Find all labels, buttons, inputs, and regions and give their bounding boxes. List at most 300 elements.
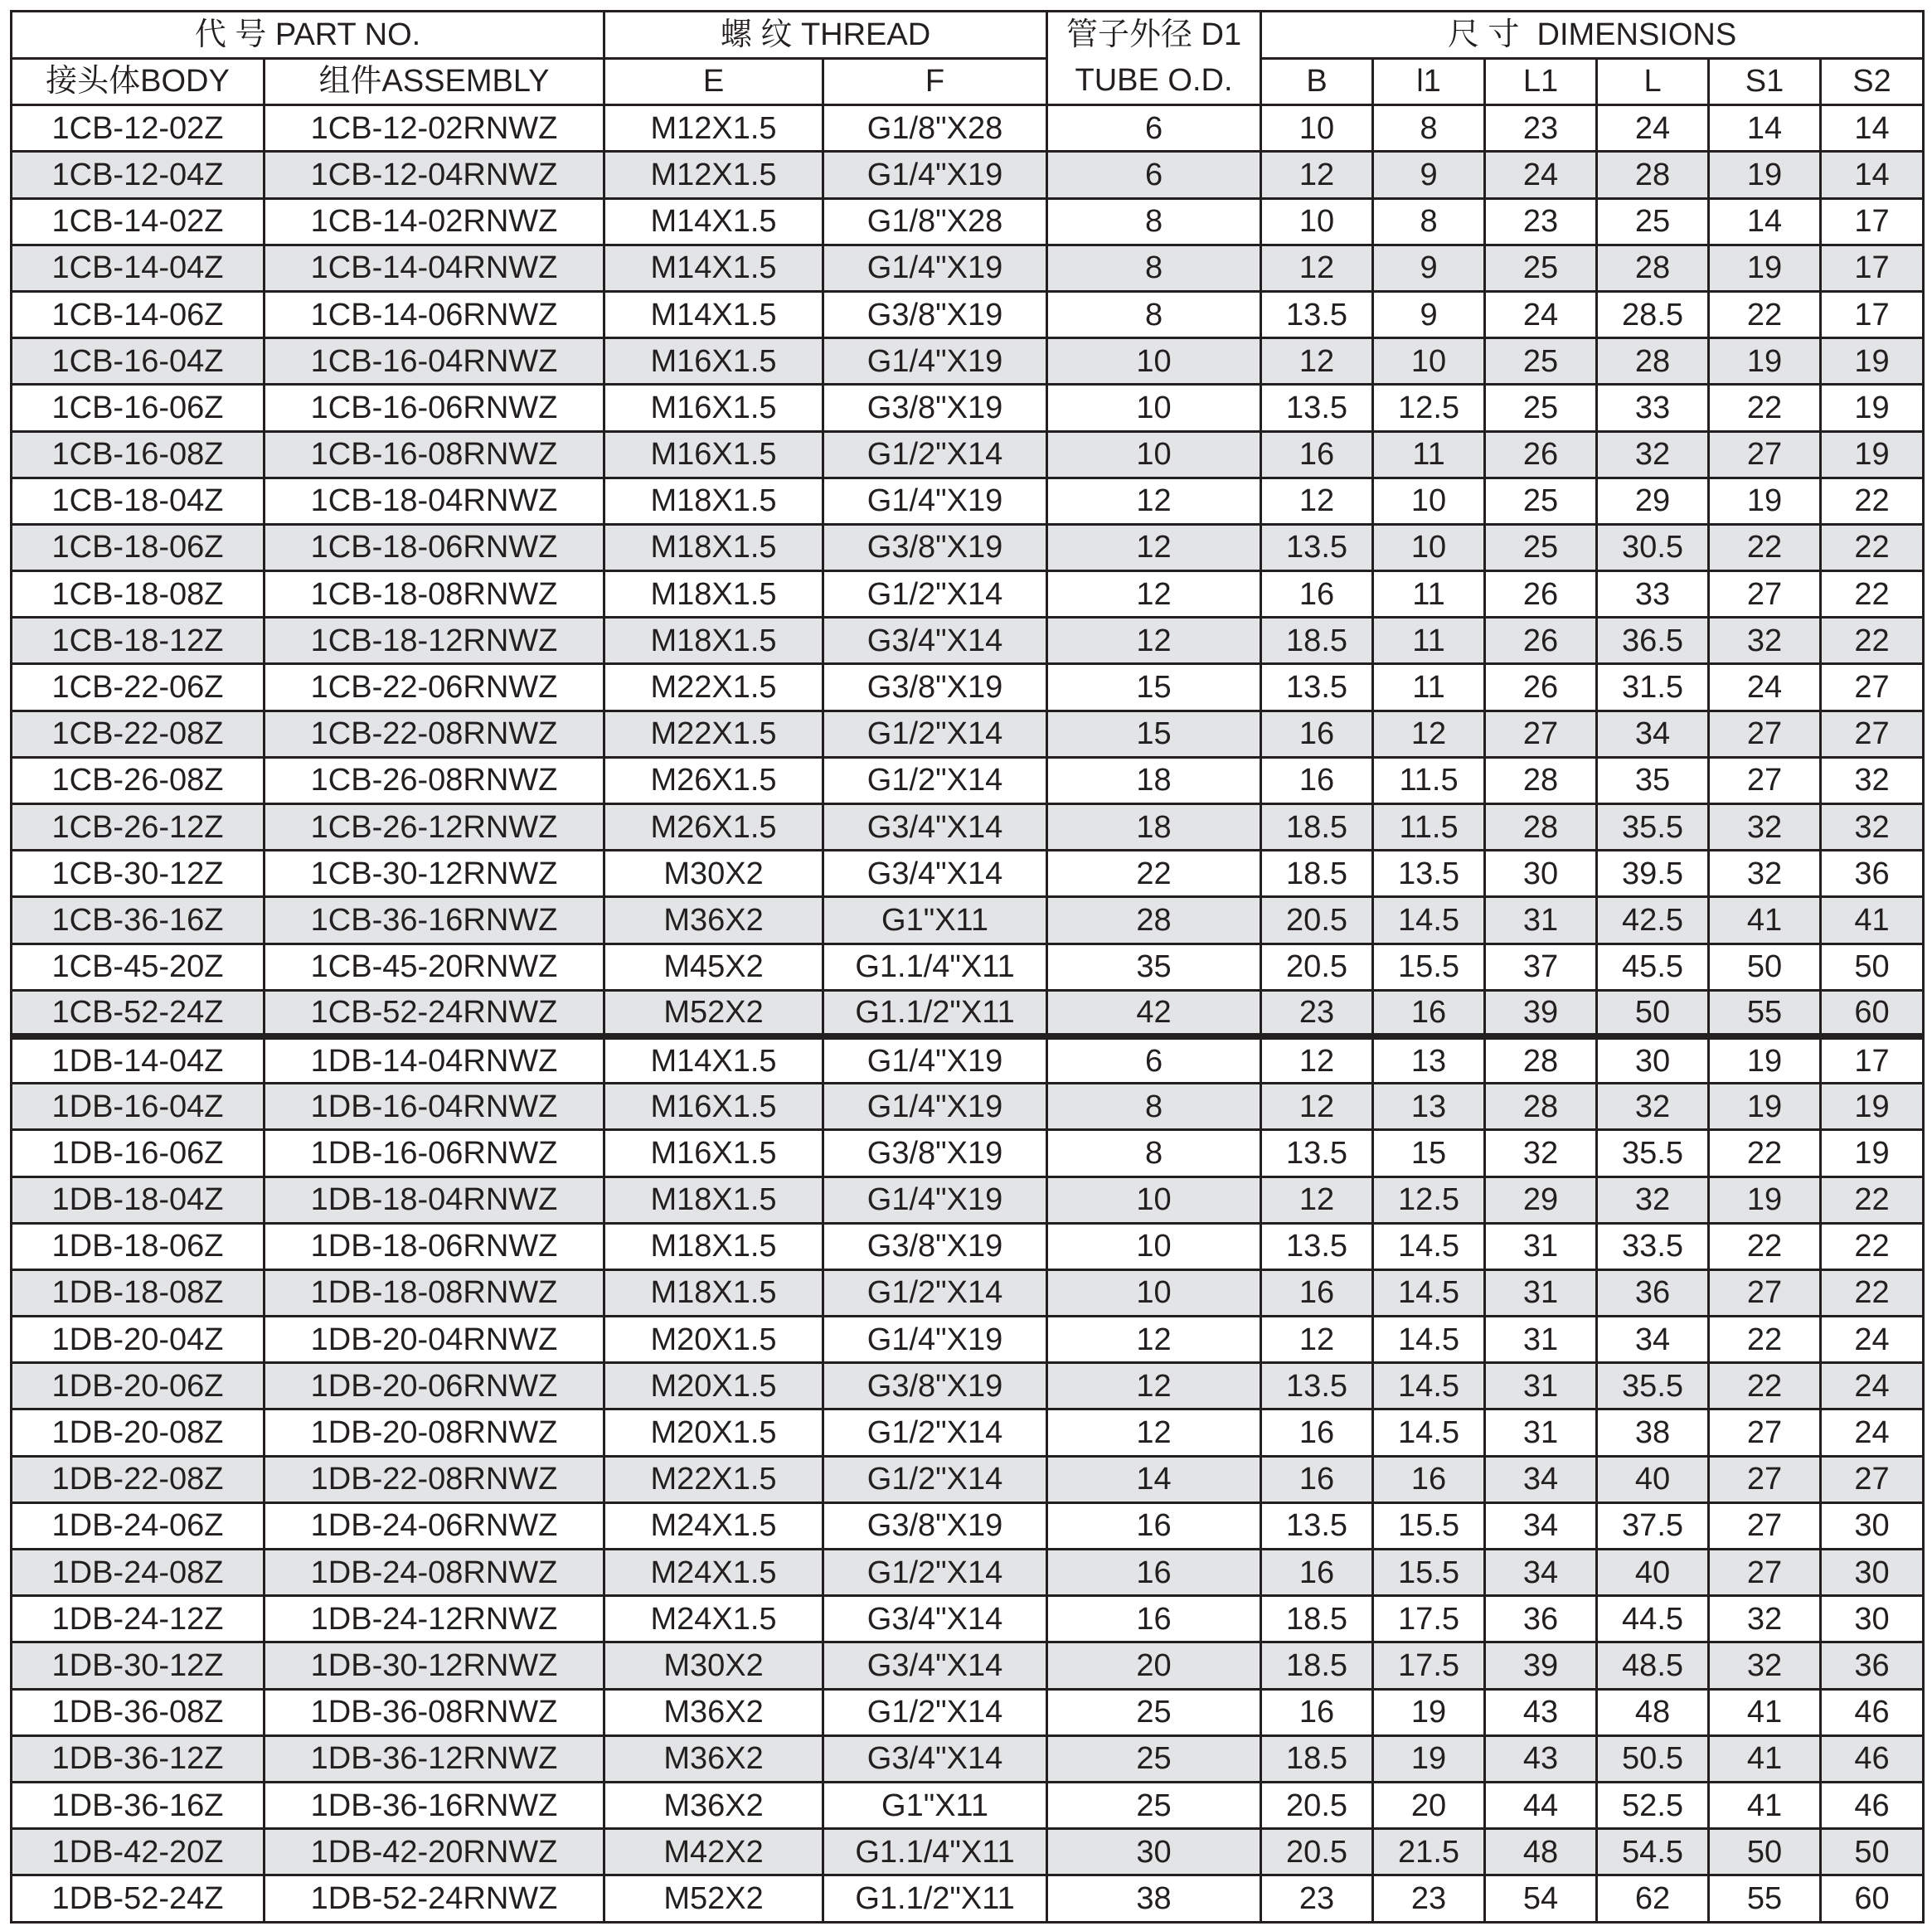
thread-e-cell: M26X1.5: [604, 757, 823, 803]
s1-cell: 19: [1709, 1176, 1821, 1223]
thread-f-cell: G3/8"X19: [823, 1223, 1047, 1269]
table-row: [12, 944, 1924, 990]
table-row: [12, 245, 1924, 291]
l-cell: 30: [1597, 1036, 1709, 1083]
l1-cell: 34: [1485, 1502, 1597, 1549]
assembly-cell: 1DB-42-20RNWZ: [265, 1829, 604, 1875]
thread-f-cell: G3/4"X14: [823, 618, 1047, 664]
b-cell: 16: [1261, 757, 1373, 803]
l1-lower-cell: 13: [1373, 1036, 1485, 1083]
thread-e-cell: M24X1.5: [604, 1550, 823, 1596]
s1-cell: 32: [1709, 1642, 1821, 1689]
l1-lower-cell: 14.5: [1373, 1269, 1485, 1316]
thread-f-cell: G3/4"X14: [823, 1642, 1047, 1689]
s1-cell: 27: [1709, 711, 1821, 757]
assembly-cell: 1DB-36-12RNWZ: [265, 1735, 604, 1782]
thread-e-cell: M12X1.5: [604, 152, 823, 198]
l-cell: 31.5: [1597, 664, 1709, 711]
s1-cell: 19: [1709, 152, 1821, 198]
table-row: [12, 1550, 1924, 1596]
thread-e-cell: M12X1.5: [604, 105, 823, 152]
thread-f-cell: G3/4"X14: [823, 851, 1047, 897]
l-cell: 45.5: [1597, 944, 1709, 990]
l1-cell: 28: [1485, 804, 1597, 851]
tube-od-header: 管子外径 D1 TUBE O.D.: [1047, 12, 1261, 105]
thread-f-cell: G1/4"X19: [823, 338, 1047, 385]
b-cell: 18.5: [1261, 1642, 1373, 1689]
b-cell: 16: [1261, 711, 1373, 757]
l1-lower-cell: 19: [1373, 1735, 1485, 1782]
l1-cell: 36: [1485, 1596, 1597, 1642]
body-cell: 1CB-16-06Z: [12, 385, 265, 431]
l1-lower-cell: 15.5: [1373, 944, 1485, 990]
thread-e-cell: M26X1.5: [604, 804, 823, 851]
body-cell: 1DB-20-08Z: [12, 1409, 265, 1456]
l-cell: 52.5: [1597, 1782, 1709, 1828]
s1-cell: 50: [1709, 944, 1821, 990]
l1-lower-cell: 11: [1373, 431, 1485, 478]
table-row: [12, 524, 1924, 570]
thread-e-cell: M16X1.5: [604, 1130, 823, 1176]
thread-e-cell: M18X1.5: [604, 571, 823, 618]
l1-lower-cell: 13: [1373, 1084, 1485, 1130]
s2-cell: 22: [1821, 571, 1924, 618]
s1-cell: 22: [1709, 1223, 1821, 1269]
table-row: [12, 1642, 1924, 1689]
body-cell: 1CB-22-08Z: [12, 711, 265, 757]
assembly-cell: 1CB-45-20RNWZ: [265, 944, 604, 990]
s1-cell: 14: [1709, 105, 1821, 152]
l1-cell: 39: [1485, 1642, 1597, 1689]
assembly-cell: 1CB-18-04RNWZ: [265, 478, 604, 524]
s1-cell: 27: [1709, 1269, 1821, 1316]
l1-cell: 31: [1485, 897, 1597, 944]
thread-f-cell: G1"X11: [823, 1782, 1047, 1828]
l1-cell: 30: [1485, 851, 1597, 897]
assembly-cell: 1CB-18-08RNWZ: [265, 571, 604, 618]
l1-lower-cell: 21.5: [1373, 1829, 1485, 1875]
thread-e-cell: M24X1.5: [604, 1502, 823, 1549]
s1-cell: 41: [1709, 1782, 1821, 1828]
thread-e-cell: M14X1.5: [604, 291, 823, 337]
body-cell: 1CB-36-16Z: [12, 897, 265, 944]
s1-cell: 41: [1709, 1735, 1821, 1782]
l1-lower-cell: 11: [1373, 571, 1485, 618]
s2-cell: 24: [1821, 1317, 1924, 1363]
b-cell: 13.5: [1261, 524, 1373, 570]
thread-e-cell: M16X1.5: [604, 1084, 823, 1130]
s1-cell: 22: [1709, 385, 1821, 431]
assembly-cell: 1DB-18-06RNWZ: [265, 1223, 604, 1269]
body-cell: 1DB-20-04Z: [12, 1317, 265, 1363]
assembly-cell: 1CB-18-12RNWZ: [265, 618, 604, 664]
l-cell: 30.5: [1597, 524, 1709, 570]
thread-f-cell: G1"X11: [823, 897, 1047, 944]
body-cell: 1CB-14-02Z: [12, 198, 265, 245]
thread-f-cell: G1/2"X14: [823, 431, 1047, 478]
s2-cell: 22: [1821, 478, 1924, 524]
b-cell: 20.5: [1261, 897, 1373, 944]
tube-od-cell: 30: [1047, 1829, 1261, 1875]
l1-cell: 28: [1485, 757, 1597, 803]
thread-f-cell: G1/8"X28: [823, 105, 1047, 152]
s2-cell: 19: [1821, 431, 1924, 478]
l1-cell: 31: [1485, 1269, 1597, 1316]
table-row: [12, 385, 1924, 431]
assembly-cell: 1DB-24-12RNWZ: [265, 1596, 604, 1642]
tube-od-cell: 8: [1047, 198, 1261, 245]
assembly-cell: 1CB-12-04RNWZ: [265, 152, 604, 198]
thread-f-cell: G1.1/2"X11: [823, 1875, 1047, 1922]
thread-e-cell: M36X2: [604, 1689, 823, 1735]
l1-lower-cell: 11: [1373, 664, 1485, 711]
l1-lower-cell: 15.5: [1373, 1550, 1485, 1596]
assembly-cell: 1CB-16-08RNWZ: [265, 431, 604, 478]
l-cell: 54.5: [1597, 1829, 1709, 1875]
table-row: [12, 198, 1924, 245]
body-cell: 1DB-22-08Z: [12, 1456, 265, 1502]
tube-od-cell: 8: [1047, 1084, 1261, 1130]
thread-f-cell: G1/4"X19: [823, 1317, 1047, 1363]
s1-cell: 27: [1709, 571, 1821, 618]
table-row: [12, 664, 1924, 711]
l1-lower-cell: 14.5: [1373, 1317, 1485, 1363]
s1-cell: 55: [1709, 990, 1821, 1036]
assembly-cell: 1CB-36-16RNWZ: [265, 897, 604, 944]
b-cell: 13.5: [1261, 291, 1373, 337]
l-cell: 35.5: [1597, 1130, 1709, 1176]
l-cell: 29: [1597, 478, 1709, 524]
l-cell: 42.5: [1597, 897, 1709, 944]
tube-od-cell: 16: [1047, 1550, 1261, 1596]
thread-e-cell: M14X1.5: [604, 1036, 823, 1083]
l1-cell: 44: [1485, 1782, 1597, 1828]
table-row: [12, 1269, 1924, 1316]
b-cell: 20.5: [1261, 1782, 1373, 1828]
assembly-cell: 1DB-18-04RNWZ: [265, 1176, 604, 1223]
tube-od-cell: 12: [1047, 524, 1261, 570]
thread-e-cell: M18X1.5: [604, 478, 823, 524]
thread-f-cell: G3/4"X14: [823, 1735, 1047, 1782]
assembly-cell: 1CB-30-12RNWZ: [265, 851, 604, 897]
body-cell: 1CB-18-12Z: [12, 618, 265, 664]
thread-e-cell: M16X1.5: [604, 385, 823, 431]
l1-cell: 26: [1485, 571, 1597, 618]
tube-od-cell: 14: [1047, 1456, 1261, 1502]
l-cell: 33: [1597, 571, 1709, 618]
b-cell: 18.5: [1261, 1735, 1373, 1782]
assembly-cell: 1DB-18-08RNWZ: [265, 1269, 604, 1316]
table-row: [12, 1409, 1924, 1456]
s2-cell: 30: [1821, 1502, 1924, 1549]
s2-cell: 17: [1821, 198, 1924, 245]
s2-cell: 27: [1821, 664, 1924, 711]
assembly-cell: 1DB-30-12RNWZ: [265, 1642, 604, 1689]
header-group-row: [12, 12, 1924, 59]
l1-cell: 27: [1485, 711, 1597, 757]
b-cell: 16: [1261, 1689, 1373, 1735]
assembly-cell: 1DB-16-06RNWZ: [265, 1130, 604, 1176]
b-cell: 16: [1261, 1456, 1373, 1502]
table-row: [12, 1084, 1924, 1130]
body-cell: 1DB-42-20Z: [12, 1829, 265, 1875]
tube-od-cell: 25: [1047, 1782, 1261, 1828]
l1-lower-cell: 17.5: [1373, 1642, 1485, 1689]
l-cell: 34: [1597, 1317, 1709, 1363]
body-cell: 1CB-30-12Z: [12, 851, 265, 897]
thread-f-cell: G3/8"X19: [823, 385, 1047, 431]
table-row: [12, 1875, 1924, 1922]
assembly-cell: 1CB-16-06RNWZ: [265, 385, 604, 431]
s1-cell: 27: [1709, 1409, 1821, 1456]
tube-od-cell: 10: [1047, 1269, 1261, 1316]
l-cell: 28: [1597, 245, 1709, 291]
tube-od-cell: 8: [1047, 245, 1261, 291]
thread-e-cell: M22X1.5: [604, 1456, 823, 1502]
assembly-cell: 1DB-14-04RNWZ: [265, 1036, 604, 1083]
body-cell: 1CB-14-06Z: [12, 291, 265, 337]
table-row: [12, 571, 1924, 618]
s1-cell: 19: [1709, 1084, 1821, 1130]
l-cell: 48: [1597, 1689, 1709, 1735]
b-cell: 18.5: [1261, 851, 1373, 897]
f-column-header: F: [823, 58, 1047, 105]
body-cell: 1CB-12-02Z: [12, 105, 265, 152]
s2-cell: 14: [1821, 152, 1924, 198]
l-cell: 37.5: [1597, 1502, 1709, 1549]
body-cell: 1CB-18-06Z: [12, 524, 265, 570]
l1-lower-cell: 12.5: [1373, 1176, 1485, 1223]
l1-lower-cell: 11.5: [1373, 804, 1485, 851]
thread-e-cell: M18X1.5: [604, 1223, 823, 1269]
b-cell: 16: [1261, 1409, 1373, 1456]
l1-cell: 25: [1485, 385, 1597, 431]
thread-f-cell: G3/4"X14: [823, 1596, 1047, 1642]
l-cell: 32: [1597, 1084, 1709, 1130]
l1-cell: 32: [1485, 1130, 1597, 1176]
thread-f-cell: G1/2"X14: [823, 711, 1047, 757]
l1-cell: 43: [1485, 1689, 1597, 1735]
l1-column-header: L1: [1485, 58, 1597, 105]
table-header: [12, 12, 1924, 105]
thread-f-cell: G1/2"X14: [823, 571, 1047, 618]
table-row: [12, 1223, 1924, 1269]
assembly-cell: 1DB-16-04RNWZ: [265, 1084, 604, 1130]
assembly-column-header: 组件ASSEMBLY: [265, 58, 604, 105]
l1-lower-cell: 13.5: [1373, 851, 1485, 897]
thread-e-cell: M14X1.5: [604, 245, 823, 291]
thread-e-cell: M42X2: [604, 1829, 823, 1875]
thread-f-cell: G3/8"X19: [823, 291, 1047, 337]
l1-lower-cell: 16: [1373, 1456, 1485, 1502]
s1-cell: 41: [1709, 1689, 1821, 1735]
thread-e-cell: M18X1.5: [604, 1269, 823, 1316]
l-cell: 39.5: [1597, 851, 1709, 897]
l-cell: 25: [1597, 198, 1709, 245]
l1-lower-cell: 9: [1373, 291, 1485, 337]
thread-f-cell: G1.1/2"X11: [823, 990, 1047, 1036]
l-cell: 40: [1597, 1456, 1709, 1502]
tube-od-cell: 42: [1047, 990, 1261, 1036]
tube-od-cell: 10: [1047, 1223, 1261, 1269]
b-cell: 16: [1261, 1269, 1373, 1316]
thread-f-cell: G1/4"X19: [823, 245, 1047, 291]
assembly-cell: 1DB-20-04RNWZ: [265, 1317, 604, 1363]
s2-cell: 17: [1821, 245, 1924, 291]
assembly-cell: 1CB-18-06RNWZ: [265, 524, 604, 570]
s1-cell: 27: [1709, 757, 1821, 803]
s2-cell: 24: [1821, 1363, 1924, 1409]
b-cell: 18.5: [1261, 1596, 1373, 1642]
s2-cell: 60: [1821, 990, 1924, 1036]
thread-f-cell: G3/8"X19: [823, 1502, 1047, 1549]
s1-cell: 41: [1709, 897, 1821, 944]
thread-e-cell: M18X1.5: [604, 1176, 823, 1223]
l1-cell: 23: [1485, 105, 1597, 152]
table-row: [12, 1456, 1924, 1502]
thread-e-cell: M20X1.5: [604, 1317, 823, 1363]
b-cell: 12: [1261, 152, 1373, 198]
table-row: [12, 804, 1924, 851]
l1-cell: 25: [1485, 524, 1597, 570]
b-cell: 13.5: [1261, 1130, 1373, 1176]
s2-cell: 22: [1821, 618, 1924, 664]
thread-e-cell: M36X2: [604, 897, 823, 944]
thread-e-cell: M30X2: [604, 851, 823, 897]
l1-cell: 28: [1485, 1084, 1597, 1130]
l1-lower-cell: 14.5: [1373, 1223, 1485, 1269]
l1-cell: 25: [1485, 245, 1597, 291]
l1-lower-cell: 10: [1373, 338, 1485, 385]
body-cell: 1CB-16-04Z: [12, 338, 265, 385]
l-cell: 34: [1597, 711, 1709, 757]
thread-f-cell: G1/4"X19: [823, 152, 1047, 198]
assembly-cell: 1DB-36-16RNWZ: [265, 1782, 604, 1828]
s2-cell: 22: [1821, 1269, 1924, 1316]
b-cell: 16: [1261, 571, 1373, 618]
table-row: [12, 1596, 1924, 1642]
b-cell: 12: [1261, 245, 1373, 291]
b-cell: 20.5: [1261, 1829, 1373, 1875]
l-cell: 36.5: [1597, 618, 1709, 664]
b-cell: 16: [1261, 1550, 1373, 1596]
l1-cell: 34: [1485, 1550, 1597, 1596]
s1-cell: 22: [1709, 291, 1821, 337]
l-cell: 38: [1597, 1409, 1709, 1456]
l-cell: 35.5: [1597, 804, 1709, 851]
table-row: [12, 1317, 1924, 1363]
l1-cell: 34: [1485, 1456, 1597, 1502]
table-row: [12, 1502, 1924, 1549]
s1-cell: 22: [1709, 524, 1821, 570]
thread-e-cell: M14X1.5: [604, 198, 823, 245]
s1-cell: 22: [1709, 1317, 1821, 1363]
table-row: [12, 152, 1924, 198]
l1-cell: 48: [1485, 1829, 1597, 1875]
body-cell: 1CB-26-08Z: [12, 757, 265, 803]
tube-od-cell: 12: [1047, 1409, 1261, 1456]
tube-od-cell: 8: [1047, 1130, 1261, 1176]
l1-lower-cell: 15: [1373, 1130, 1485, 1176]
s1-cell: 22: [1709, 1130, 1821, 1176]
tube-od-cell: 12: [1047, 478, 1261, 524]
body-cell: 1CB-52-24Z: [12, 990, 265, 1036]
thread-f-cell: G3/8"X19: [823, 1130, 1047, 1176]
table-row: [12, 618, 1924, 664]
s1-column-header: S1: [1709, 58, 1821, 105]
l1-cell: 26: [1485, 664, 1597, 711]
l1-lower-cell: 8: [1373, 105, 1485, 152]
l1-cell: 31: [1485, 1363, 1597, 1409]
b-cell: 23: [1261, 990, 1373, 1036]
s2-cell: 32: [1821, 804, 1924, 851]
thread-e-cell: M20X1.5: [604, 1363, 823, 1409]
thread-e-cell: M24X1.5: [604, 1596, 823, 1642]
assembly-cell: 1CB-14-02RNWZ: [265, 198, 604, 245]
table-row: [12, 1829, 1924, 1875]
s2-cell: 46: [1821, 1782, 1924, 1828]
s2-cell: 27: [1821, 711, 1924, 757]
l-cell: 36: [1597, 1269, 1709, 1316]
assembly-cell: 1DB-20-06RNWZ: [265, 1363, 604, 1409]
l1-lower-cell: 16: [1373, 990, 1485, 1036]
body-cell: 1DB-52-24Z: [12, 1875, 265, 1922]
thread-e-cell: M52X2: [604, 990, 823, 1036]
tube-od-cell: 10: [1047, 431, 1261, 478]
thread-f-cell: G3/8"X19: [823, 664, 1047, 711]
thread-e-cell: M52X2: [604, 1875, 823, 1922]
assembly-cell: 1CB-26-08RNWZ: [265, 757, 604, 803]
l-cell: 32: [1597, 431, 1709, 478]
table-row: [12, 1036, 1924, 1083]
l1-cell: 25: [1485, 338, 1597, 385]
table-row: [12, 711, 1924, 757]
l1-lower-cell: 23: [1373, 1875, 1485, 1922]
l1-cell: 39: [1485, 990, 1597, 1036]
b-cell: 12: [1261, 338, 1373, 385]
l1-lower-cell: 15.5: [1373, 1502, 1485, 1549]
l-cell: 50: [1597, 990, 1709, 1036]
l1-cell: 31: [1485, 1317, 1597, 1363]
tube-od-cell: 15: [1047, 664, 1261, 711]
table-row: [12, 1735, 1924, 1782]
b-cell: 18.5: [1261, 618, 1373, 664]
s2-cell: 36: [1821, 1642, 1924, 1689]
s2-cell: 17: [1821, 1036, 1924, 1083]
l1-lower-cell: 8: [1373, 198, 1485, 245]
thread-f-cell: G1/8"X28: [823, 198, 1047, 245]
s2-cell: 19: [1821, 338, 1924, 385]
s1-cell: 19: [1709, 478, 1821, 524]
s1-cell: 24: [1709, 664, 1821, 711]
s1-cell: 50: [1709, 1829, 1821, 1875]
table-row: [12, 478, 1924, 524]
tube-od-cell: 10: [1047, 385, 1261, 431]
tube-od-cell: 35: [1047, 944, 1261, 990]
assembly-cell: 1DB-20-08RNWZ: [265, 1409, 604, 1456]
b-cell: 10: [1261, 198, 1373, 245]
body-cell: 1DB-20-06Z: [12, 1363, 265, 1409]
assembly-cell: 1DB-24-08RNWZ: [265, 1550, 604, 1596]
s2-cell: 19: [1821, 1084, 1924, 1130]
thread-e-cell: M45X2: [604, 944, 823, 990]
s2-cell: 60: [1821, 1875, 1924, 1922]
s2-cell: 19: [1821, 385, 1924, 431]
s2-cell: 50: [1821, 1829, 1924, 1875]
body-cell: 1DB-18-06Z: [12, 1223, 265, 1269]
l-cell: 40: [1597, 1550, 1709, 1596]
thread-f-cell: G1/2"X14: [823, 1409, 1047, 1456]
